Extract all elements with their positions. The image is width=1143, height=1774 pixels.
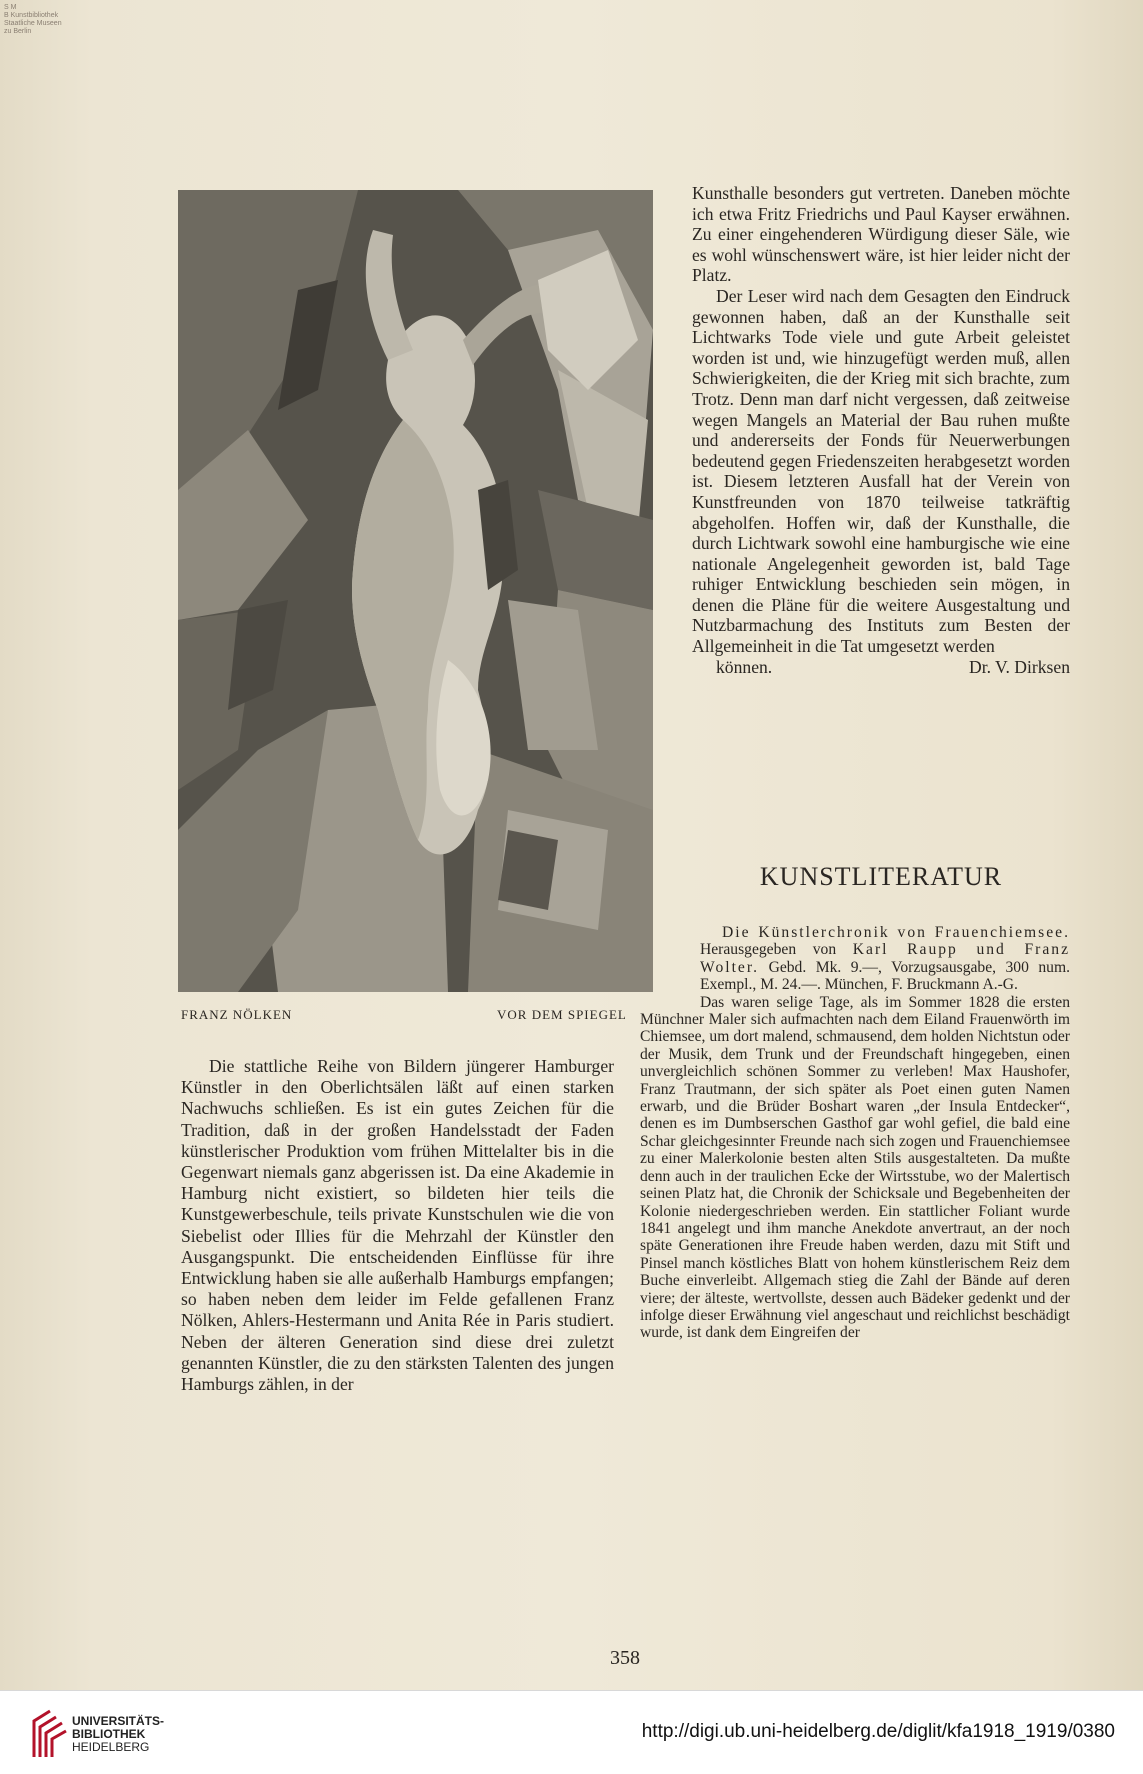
source-url[interactable]: http://digi.ub.uni-heidelberg.de/diglit/kfa1918_1919/0380 [641, 1721, 1115, 1742]
book-title: Die Künstlerchronik von Frauenchiemsee. [722, 924, 1070, 941]
book-entry [700, 924, 1070, 994]
article-continuation [692, 183, 1070, 677]
section-heading: KUNSTLITERATUR [759, 862, 1003, 891]
paragraph: Der Leser wird nach dem Gesagten den Eindruck gewonnen haben, daß an der Kunsthalle seit Lichtwarks Tode viele und gute Arbeit geleistet worden ist und, wie hinzugefügt werden muß, allen Schwierigkeiten, die der Krieg mit sich brachte, zum Trotz. Denn man darf nicht vergessen, daß zeitweise wegen Mangels an Material der Bau ruhen mußte und andererseits der Fonds für Neuerwerbungen bedeutend gegen Friedenszeiten herabgesetzt worden ist. Diesem letzteren Ausfall hat der Verein von Kunstfreunden von 1870 teilweise tatkräftig abgeholfen. Hoffen wir, daß der Kunsthalle, die durch Lichtwark sowohl eine hamburgische wie eine nationale Angelegenheit geworden ist, bald Tage ruhiger Entwicklung beschieden sein mögen, in denen die Pläne für die weitere Ausgestaltung und Nutzbarmachung des Instituts zum Besten der Allgemeinheit in die Tat umgesetzt werden [692, 285, 1070, 657]
author-signature: Dr. V. Dirksen [968, 656, 1070, 677]
book-editors: Karl Raupp und Franz Wolter. [700, 941, 1070, 976]
stamp-line: S M [4, 4, 17, 11]
library-logo-icon [28, 1707, 68, 1761]
painting-image [178, 190, 653, 992]
stamp-line: B Kunstbibliothek [4, 12, 59, 19]
stamp-line: Staatliche Museen [4, 20, 62, 27]
figure-caption-artist: FRANZ NÖLKEN [181, 1007, 293, 1022]
review-text: Das waren selige Tage, als im Sommer 1828 die ersten Münchner Maler sich aufmachten nach dem Eiland Frauenwörth im Chiemsee, um dort malend, schmausend, dem holden Nichtstun oder der Musik, dem Trunk und der Freundschaft hingegeben, einen unvergleichlich schönen Sommer zu verleben! Max Haushofer, Franz Trautmann, der sich später als Poet einen guten Namen erwarb, und die Brüder Boshart waren „der Insula Entdecker“, denen es im Dumbserschen Gasthof gar wohl gefiel, die bald eine Schar gleichgesinnter Freunde nach sich zogen und Frauenchiemsee zu einer Malerkolonie besten alten Stils ausgestalteten. Da mußte denn auch in der traulichen Ecke der Wirtsstube, wo der Malertisch seinen Platz hat, die Chronik der Schicksale und Begebenheiten der Kolonie niedergeschrieben werden. Ein stattlicher Foliant wurde 1841 angelegt und ihm manche Anekdote anvertraut, an der noch späte Generationen ihre Freude haben werden, dazu mit Stift und Pinsel manch köstliches Blatt von hohem künstlerischem Reiz dem Buche einverleibt. Allgemach stieg die Zahl der Bände auf deren viere; der älteste, wertvollste, dessen auch Bädeker gedenkt und der infolge dieser Erwähnung viel angeschaut und reichlichst beschädigt wurde, ist dank dem Eingreifen der [640, 993, 1070, 1342]
book-review [640, 924, 1070, 1342]
library-name-line: HEIDELBERG [72, 1740, 150, 1754]
painting-illustration [178, 190, 653, 992]
review-paragraph [640, 994, 1070, 1342]
library-name [72, 1715, 164, 1754]
paragraph: Kunsthalle besonders gut vertreten. Daneben möchte ich etwa Fritz Friedrichs und Paul Kayser erwähnen. Zu einer eingehenderen Würdigung dieser Säle, wie es wohl wünschenswert wäre, ist hier leider nicht der Platz. [692, 183, 1070, 286]
book-details: Gebd. Mk. 9.—, Vorzugsausgabe, 300 num. Exempl., M. 24.—. München, F. Bruckmann A.-G. [700, 958, 1070, 994]
article-text-left [181, 1056, 614, 1395]
figure-caption-title: VOR DEM SPIEGEL [497, 1007, 627, 1022]
library-stamp [4, 4, 84, 36]
library-name-line: UNIVERSITÄTS- [72, 1714, 165, 1728]
library-name-line: BIBLIOTHEK [72, 1727, 146, 1741]
page-number: 358 [610, 1647, 640, 1669]
closing-line [692, 657, 1070, 678]
book-editors-prefix: Herausgegeben von [700, 941, 837, 959]
footer-bar [0, 1690, 1143, 1774]
stamp-line: zu Berlin [4, 28, 32, 35]
paragraph: Die stattliche Reihe von Bildern jüngerer Hamburger Künstler in den Oberlichtsälen läßt auf einen starken Nachwuchs schließen. Es ist ein gutes Zeichen für die Tradition, daß in der großen Handelsstadt der Faden künstlerischer Produktion vom frühen Mittelalter bis in die Gegenwart niemals ganz abgerissen ist. Da eine Akademie in Hamburg nicht existiert, so bildeten hier teils die Kunstgewerbeschule, teils private Kunstschulen wie die von Siebelist oder Illies für die Mehrzahl der Künstler den Ausgangspunkt. Die entscheidenden Einflüsse für ihre Entwicklung haben sie alle außerhalb Hamburgs empfangen; so haben neben dem leider im Felde gefallenen Franz Nölken, Ahlers-Hestermann und Anita Rée in Paris studiert. Neben der älteren Generation sind diese drei zuletzt genannten Künstler, die zu den stärksten Talenten des jungen Hamburgs zählen, in der [181, 1056, 614, 1395]
closing-words: können. [716, 656, 773, 677]
